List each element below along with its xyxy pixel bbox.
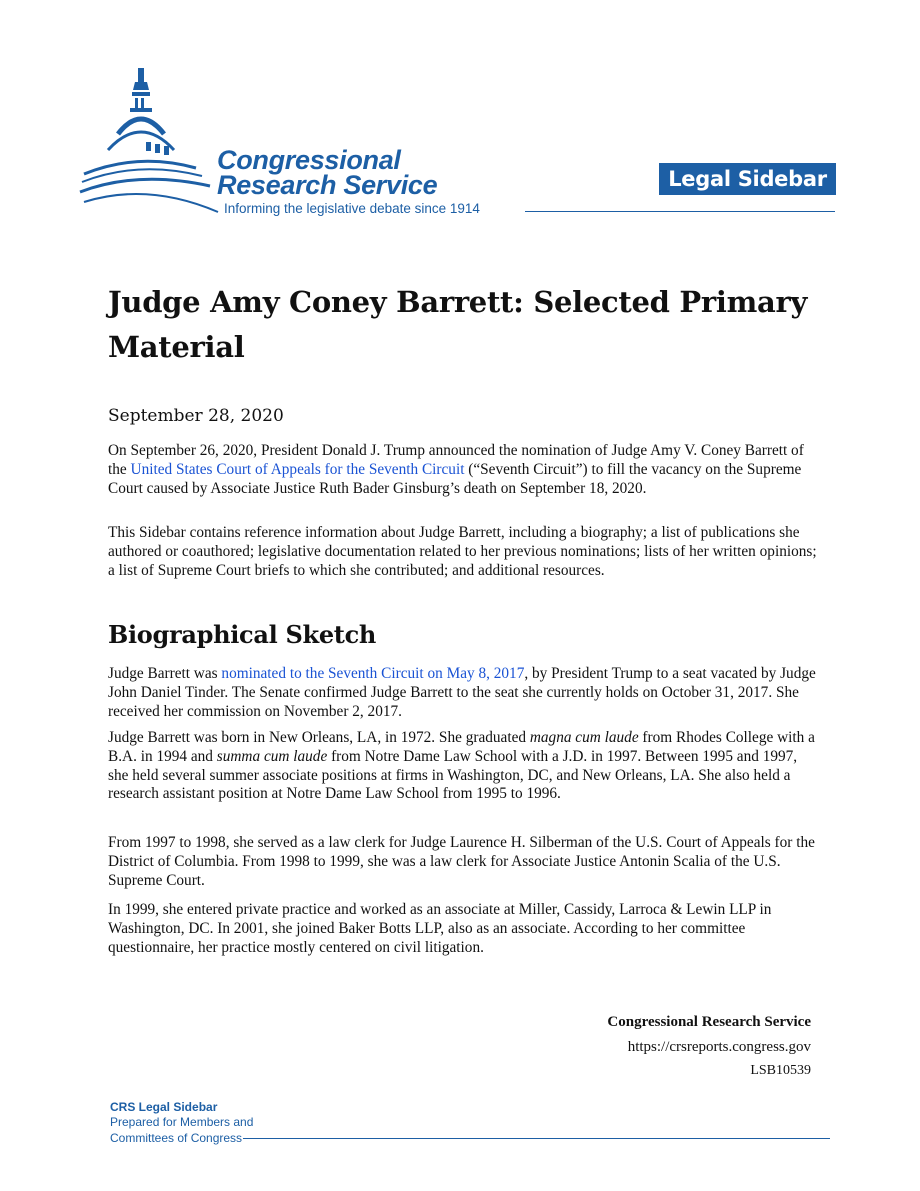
section-heading: Biographical Sketch xyxy=(108,620,377,649)
bio-paragraph-3: From 1997 to 1998, she served as a law clerk for Judge Laurence H. Silberman of the U.S. Court of Appeals for the District of Columbia. From 1998 to 1999, she was a law clerk for Associate Justice Antonin Scalia of the U.S. Supreme Court. xyxy=(108,834,815,889)
tagline-rule xyxy=(525,211,835,212)
footer-series: CRS Legal Sidebar xyxy=(110,1100,218,1114)
intro-paragraph-1: On September 26, 2020, President Donald J. Trump announced the nomination of Judge Amy V. Coney Barrett of the United States Court of Appeals for the Seventh Circuit (“Seventh Circuit”) to fill the vacancy on the Supreme Court caused by Associate Justice Ruth Bader Ginsburg’s death on September 18, 2020. xyxy=(108,442,804,497)
org-name-line2: Research Service xyxy=(217,170,438,200)
document-title: Judge Amy Coney Barrett: Selected Primary Material xyxy=(108,285,807,364)
intro-paragraph-2: This Sidebar contains reference information about Judge Barrett, including a biography; a list of publications she authored or coauthored; legislative documentation related to her previous nominations; lists of her written opinions; a list of Supreme Court briefs to which she contributed; and additional resources. xyxy=(108,524,817,579)
bio-paragraph-4: In 1999, she entered private practice and worked as an associate at Miller, Cassidy, Larroca & Lewin LLP in Washington, DC. In 2001, she joined Baker Botts LLP, also as an associate. According to her committee questionnaire, her practice mostly centered on civil litigation. xyxy=(108,901,772,956)
document-date: September 28, 2020 xyxy=(108,406,284,426)
seventh-circuit-link[interactable]: United States Court of Appeals for the Seventh Circuit xyxy=(130,460,465,478)
nomination-link[interactable]: nominated to the Seventh Circuit on May 8, 2017 xyxy=(221,665,525,682)
org-tagline: Informing the legislative debate since 1914 xyxy=(224,201,480,216)
footer-org: Congressional Research Service xyxy=(607,1014,811,1030)
org-name-line1: Congressional xyxy=(217,145,401,175)
footer-url[interactable]: https://crsreports.congress.gov xyxy=(627,1039,811,1055)
capitol-dome-icon xyxy=(78,64,223,214)
footer-prepared-line1: Prepared for Members and xyxy=(110,1115,254,1129)
footer-prepared-line2: Committees of Congress xyxy=(110,1131,243,1145)
legal-sidebar-badge: Legal Sidebar xyxy=(659,163,836,195)
bio-paragraph-1: Judge Barrett was nominated to the Seventh Circuit on May 8, 2017, by President Trump to a seat vacated by Judge John Daniel Tinder. The Senate confirmed Judge Barrett to the seat she currently holds on October 31, 2017. She received her commission on November 2, 2017. xyxy=(108,665,816,720)
footer-rule xyxy=(243,1138,830,1139)
bio-paragraph-2: Judge Barrett was born in New Orleans, LA, in 1972. She graduated magna cum laude from Rhodes College with a B.A. in 1994 and summa cum laude from Notre Dame Law School with a J.D. in 1997. Between 1995 and 1997, she held several summer associate positions at firms in Washington, DC, and New Orleans, LA. She also held a research assistant position at Notre Dame Law School from 1995 to 1996. xyxy=(108,729,815,803)
footer-report-id: LSB10539 xyxy=(750,1063,811,1078)
